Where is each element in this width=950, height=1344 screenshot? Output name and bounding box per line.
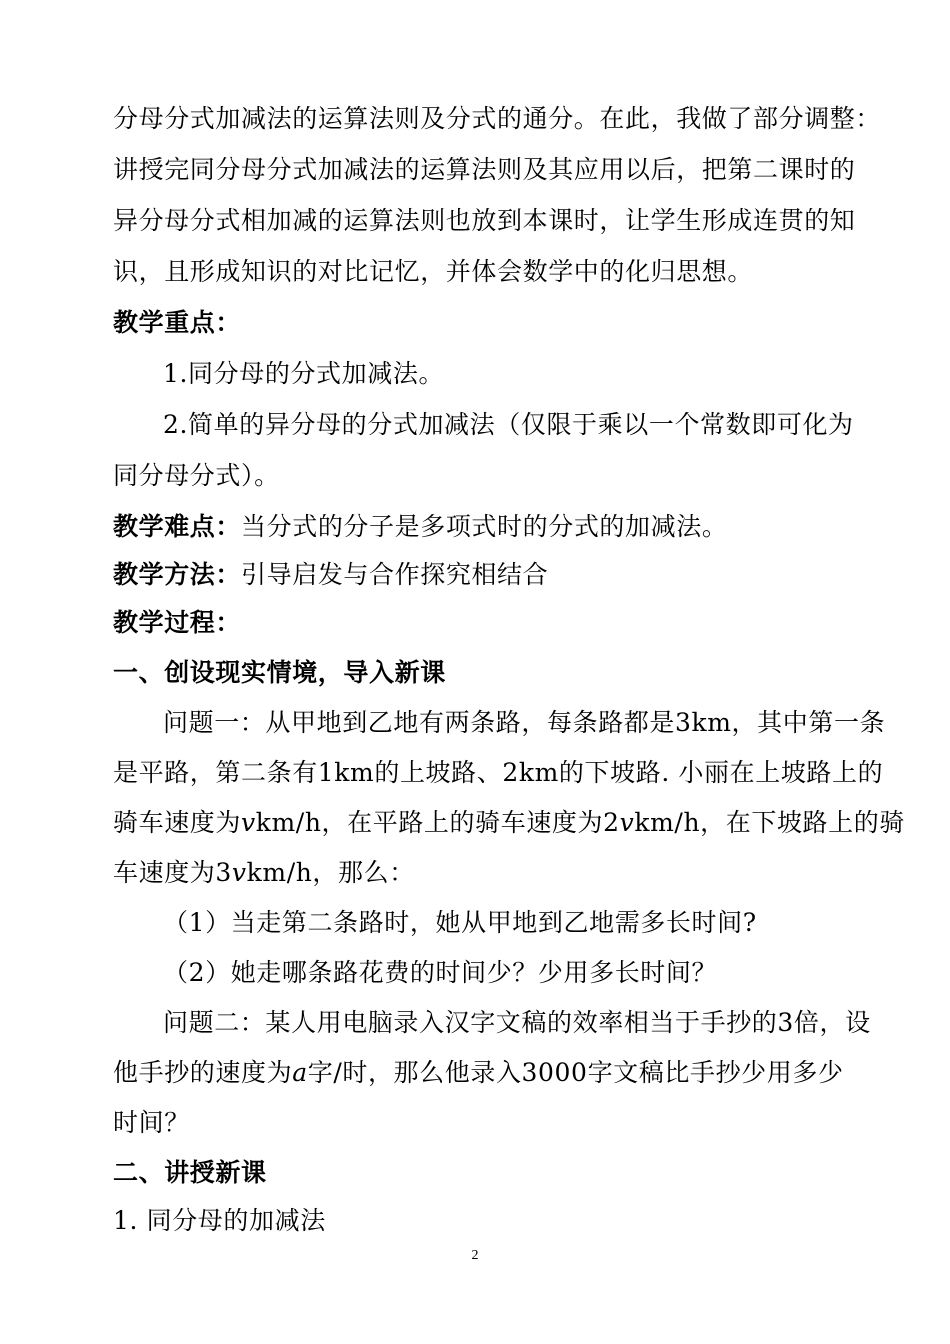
section-2-heading: 二、讲授新课 <box>113 1158 267 1187</box>
method-row <box>113 558 853 592</box>
key-point-2-line-2: 同分母分式）。 <box>113 461 280 490</box>
variable-v: v <box>619 808 635 837</box>
text-segment: km/h，在平路上的骑车速度为2 <box>255 808 620 837</box>
difficulty-label: 教学难点： <box>113 512 242 541</box>
intro-line-1: 分母分式加减法的运算法则及分式的通分。在此，我做了部分调整： <box>113 104 882 133</box>
text-segment: km/h，那么： <box>246 858 415 887</box>
text-segment: 骑车速度为 <box>113 808 242 837</box>
problem-1-line-2: 是平路，第二条有1km的上坡路、2km的下坡路. 小丽在上坡路上的 <box>113 758 884 787</box>
method-label: 教学方法： <box>113 560 242 589</box>
method-text: 引导启发与合作探究相结合 <box>241 560 549 589</box>
problem-1-line-4 <box>113 856 853 890</box>
text-segment: 他手抄的速度为 <box>113 1058 293 1087</box>
text-segment: 字/时，那么他录入3000字文稿比手抄少用多少 <box>307 1058 844 1087</box>
subsection-1-heading: 1. 同分母的加减法 <box>113 1206 326 1235</box>
key-point-2-line-1: 2.简单的异分母的分式加减法（仅限于乘以一个常数即可化为 <box>163 410 854 439</box>
problem-1-line-3 <box>113 806 905 840</box>
variable-v: v <box>231 858 247 887</box>
page-number: 2 <box>471 1248 479 1263</box>
intro-line-4: 识，且形成知识的对比记忆，并体会数学中的化归思想。 <box>113 257 754 286</box>
problem-1-question-2: （2）她走哪条路花费的时间少？少用多长时间？ <box>163 958 718 987</box>
variable-v: v <box>241 808 256 837</box>
process-heading: 教学过程： <box>113 608 242 637</box>
key-point-1: 1.同分母的分式加减法。 <box>163 359 445 388</box>
problem-2-line-3: 时间？ <box>113 1108 190 1137</box>
text-segment: 车速度为3 <box>113 858 232 887</box>
problem-1-line-1: 问题一：从甲地到乙地有两条路，每条路都是3km，其中第一条 <box>163 708 886 737</box>
key-points-heading: 教学重点： <box>113 308 242 337</box>
problem-2-line-2 <box>113 1056 853 1090</box>
section-1-heading: 一、创设现实情境，导入新课 <box>113 658 446 687</box>
intro-line-2: 讲授完同分母分式加减法的运算法则及其应用以后，把第二课时的 <box>113 155 856 184</box>
problem-2-line-1: 问题二：某人用电脑录入汉字文稿的效率相当于手抄的3倍，设 <box>163 1008 871 1037</box>
variable-a: a <box>292 1058 308 1087</box>
difficulty-text: 当分式的分子是多项式时的分式的加减法。 <box>241 512 728 541</box>
problem-1-question-1: （1）当走第二条路时，她从甲地到乙地需多长时间? <box>163 908 757 937</box>
intro-line-3: 异分母分式相加减的运算法则也放到本课时，让学生形成连贯的知 <box>113 206 856 235</box>
difficulty-row <box>113 510 853 544</box>
text-segment: km/h，在下坡路上的骑 <box>634 808 905 837</box>
